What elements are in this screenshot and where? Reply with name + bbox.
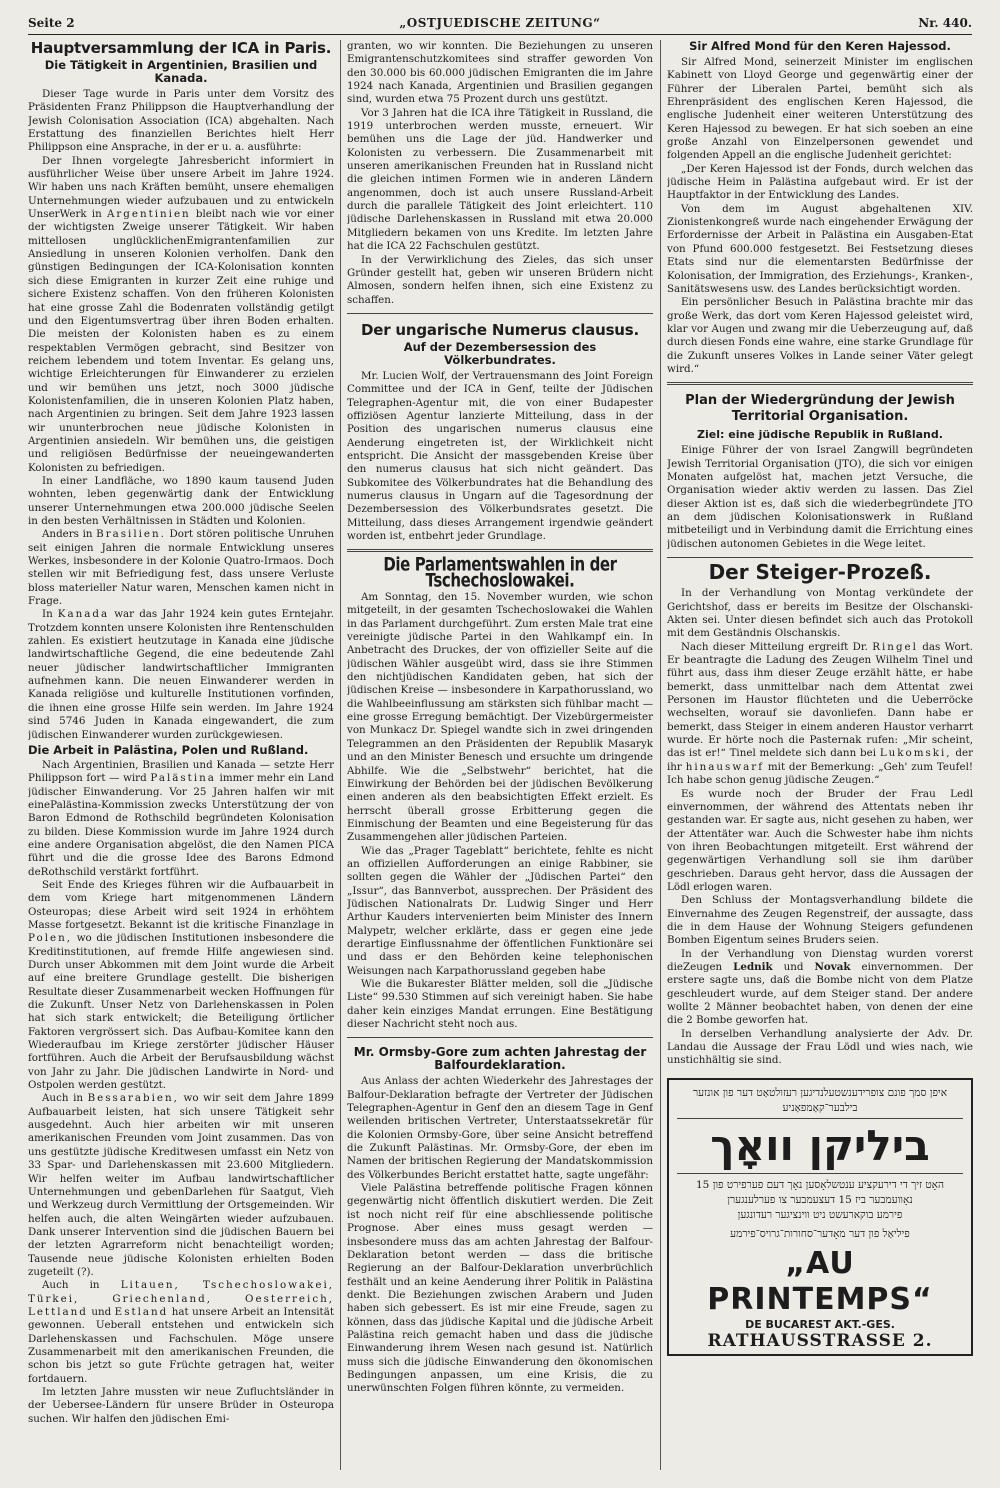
paragraph: In der Verhandlung von Montag verkündete der Gerichtshof, dass er bereits im Besitze der Olschanski-Akten sei. Unter diesen befindet sich auch das Protokoll mit dem Geständnis Olschanskis. <box>667 587 973 640</box>
paragraph: Nach Argentinien, Brasilien und Kanada — setzte Herr Philippson fort — wird Palästina immer mehr ein Land jüdischer Einwanderung. Vor 25 Jahren halfen wir mit einePalästina-Kommission zwecks Unterstützung der von Baron Edmond de Rothschild begründeten Kolonisation zu bilden. Diese Kommission wurde im Jahre 1924 durch eine andere Organisation abgelöst, die den Namen PICA führt und die die grosse Idee des Barons Edmond deRothschild verstärkt fortführt. <box>28 758 334 878</box>
paragraph: Es wurde noch der Bruder der Frau Ledl einvernommen, der während des Attentats neben ihr gestanden war. Er sagte aus, nicht gesehen zu haben, wer der Attentäter war. Auch die Schwester habe ihm nichts von ihren Beobachtungen mitgeteilt. Erst während der gegenwärtigen Verhandlung soll sie ihm darüber geschrieben. Daraus geht hervor, dass die Aussagen der Lödl erlogen waren. <box>667 787 973 893</box>
ad-headline-box <box>677 1118 963 1174</box>
paragraph: „Der Keren Hajessod ist der Fonds, durch welchen das jüdische Heim in Palästina aufgebaut wird. Er ist der Hauptfaktor in der Entwicklung des Landes. <box>667 162 973 202</box>
paragraph: In Kanada war das Jahr 1924 kein gutes Erntejahr. Trotzdem konnten unsere Kolonisten ihre Rentenschulden zahlen. Es existiert heutzutage in Kanada eine jüdische landwirtschaftliche Gegend, die eine bedeutende Zahl neuer jüdischer landwirtschaftlicher Immigranten aufnehmen kann. Die neuen Einwanderer werden in Kanada religiöse und kulturelle Institutionen vorfinden, die ihnen eine grosse Hilfe sein werden. Im Jahre 1924 sind 5746 Juden in Kanada eingewandert, die zum jüdischen Einwanderer wurden zurückgewiesen. <box>28 608 334 741</box>
paragraph: Von dem im August abgehaltenen XIV. Zionistenkongreß wurde nach eingehender Erwägung der Erfordernisse der Arbeit in Palästina ein Ausgaben-Etat von Pfund 600.000 festgesetzt. Bei Festsetzung dieses Etats sind nur die elementarsten Bedürfnisse der Kolonisation, der Immigration, des Erziehungs-, Kranken-, Sanitätswesens usw. des Landes berücksichtigt worden. <box>667 202 973 295</box>
issue-number: Nr. 440. <box>918 16 972 30</box>
ad-address: RATHAUSSTRASSE 2. <box>707 1331 933 1352</box>
paragraph: Im letzten Jahre mussten wir neue Zufluchtsländer in der Uebersee-Ländern für unsere Brüder in Osteuropa suchen. Wir halfen den jüdischen Emi- <box>28 1386 334 1425</box>
paragraph: In der Verhandlung von Dienstag wurden vorerst dieZeugen Lednik und Novak einvernommen. Der erstere sagte uns, daß die Bombe nicht von dem Platze geschleudert wurde, auf dem Steiger stand. Der andere wollte 2 Männer beobachtet haben, von denen der eine die 2 Bombe geworfen hat. <box>667 947 973 1027</box>
paragraph: Der Ihnen vorgelegte Jahresbericht informiert in ausführlicher Weise über unsere Arbeit im Jahre 1924. Wir haben uns nach Kräften bemüht, unsere ehemaligen Unternehmungen wieder aufzubauen und zu entwickeln UnserWerk in Argentinien bleibt nach wie vor einer der wichtigsten Zweige unserer Tätigkeit. Wir haben mittellosen unglücklichenEmigrantenfamilien zur Ansiedlung in unseren Kolonien verholfen. Dank den günstigen Bedingungen der ICA-Kolonisation konnten sich diese Emigranten in kurzer Zeit eine ruhige und sichere Existenz schaffen. Von den früheren Kolonisten hat eine grosse Zahl die Bodenraten vollständig getilgt und den Eigentumsvertrag über ihren Boden erhalten. Die meisten der Kolonisten haben es zu einem respektablen Vermögen gebracht, sind Besitzer von reichem lebendem und totem Inventar. Es gelang uns, wichtige Erleichterungen für Einwanderer zu erzielen und wir bemühen uns jetzt, noch 3000 jüdische Kolonistenfamilien, die in unseren Kolonien Platz haben, nach Argentinien zu bringen. Seit dem Jahre 1923 lassen wir ununterbrochen neue jüdische Kolonisten in Argentinien ansiedeln. Wir bemühen uns, die geistigen und religiösen Bedürfnisse der neueingewanderten Kolonisten zu befriedigen. <box>28 154 334 474</box>
ad-hebrew-line: האָט זיך די דירעקציע ענטשלאָסען נאָך דעם פערפירט פון 15 נאָוועמבער ביז 15 דעצעמבער צו פערלענגערן <box>695 1178 945 1206</box>
ad-hebrew-line: פיליאַל פון דער מאָדער־סחורות־גרויס־פירמע <box>730 1227 910 1240</box>
paragraph: Dieser Tage wurde in Paris unter dem Vorsitz des Präsidenten Franz Philippson die Hauptverhandlung der Jewish Colonisation Association (ICA) abgehalten. Nach Erstattung des finanziellen Berichtes hielt Herr Philippson eine Ansprache, in der er u. a. ausführte: <box>28 88 334 154</box>
advertisement-au-printemps <box>667 1078 973 1357</box>
article-title-ormsby-gore: Mr. Ormsby-Gore zum achten Jahrestag der Balfourdeklaration. <box>353 1045 647 1073</box>
ad-hebrew-line: פירמע בוקארעשט ניט ווינציגער רעדונגען <box>737 1208 903 1221</box>
paragraph: Wie die Bukarester Blätter melden, soll die „Jüdische Liste“ 99.530 Stimmen auf sich vereinigt haben. Sie habe daher kein einziges Mandat errungen. Eine Bestätigung dieser Nachricht steht noch aus. <box>347 978 653 1031</box>
divider <box>667 382 973 385</box>
paragraph: granten, wo wir konnten. Die Beziehungen zu unseren Emigrantenschutzkomitees sind straffer geworden Von den 30.000 bis 60.000 jüdischen Emigranten die im Jahre 1924 nach Kanada, Argentinien und Brasilien gegangen sind, wurden etwa 75 Prozent durch uns gestützt. <box>347 40 653 106</box>
paragraph: Auch in Bessarabien, wo wir seit dem Jahre 1899 Aufbauarbeit leisten, hat sich unsere Tätigkeit sehr ausgedehnt. Auch hier arbeiten wir mit unseren amerikanischen Freunden vom Joint zusammen. Das von uns gestützte jüdische Kreditwesen umfasst ein Netz von 33 Spar- und Darlehenskassen mit 23.600 Mitgliedern. Wir helfen weiter im Aufbau landwirtschaftlicher Unternehmungen und gebenDarlehen für Saatgut, Vieh und Werkzeug durch Vermittlung der Ortsgemeinden. Wir helfen auch, die alten Weingärten wieder aufzubauen. Dank unserer Intervention sind die jüdischen Bauern bei der letzten Agrarreform nicht benachteiligt worden; Tausende neue jüdische Kolonisten erhielten Boden zugeteilt (?). <box>28 1092 334 1278</box>
paragraph: Anders in Brasilien. Dort stören politische Unruhen seit einigen Jahren die normale Entwicklung unseres Werkes, insbesondere in der Kolonie Quatro-Irmaos. Doch stellen wir mit Befriedigung fest, dass unsere Verluste bloss materieller Natur waren, Menschen kamen nicht in Frage. <box>28 528 334 608</box>
article-title-ica: Hauptversammlung der ICA in Paris. <box>30 40 332 57</box>
article-subtitle-ica: Die Tätigkeit in Argentinien, Brasilien und Kanada. <box>44 58 318 85</box>
page-label: Seite 2 <box>28 16 75 30</box>
article-title-steiger: Der Steiger-Prozeß. <box>708 560 932 584</box>
ad-brand: „AU PRINTEMPS“ <box>707 1245 933 1317</box>
paragraph: In derselben Verhandlung analysierte der Adv. Dr. Landau die Aussage der Frau Lödl und wies nach, wie unstichhältig sie sind. <box>667 1027 973 1067</box>
ad-hebrew-line: איפן סמך פונם צופרידענשטעלנדיגען רעזולטאַט דער פון אונזער בילבער־קאַמפאַניע <box>692 1086 948 1114</box>
paragraph: Den Schluss der Montagsverhandlung bildete die Einvernahme des Zeugen Regenstreif, der aussagte, dass die in dem Hause der Wohnung Steigers gefundenen Bomben Eigentum seines Bruders seien. <box>667 894 973 947</box>
article-title-parlamentswahlen: Die Parlamentswahlen in der Tschechoslowakei. <box>383 553 617 593</box>
article-subtitle-jto: Ziel: eine jüdische Republik in Rußland. <box>697 428 943 442</box>
paragraph: Seit Ende des Krieges führen wir die Aufbauarbeit in dem vom Kriege hart mitgenommenen Ländern Osteuropas; diese Arbeit wird seit 1924 in erhöhtem Masse fortgesetzt. Bekannt ist die kritische Finanzlage in Polen, wo die jüdischen Institutionen insbesondere die Kreditinstitutionen, auf fremde Hilfe angewiesen sind. Durch unser Abkommen mit dem Joint wurde die Arbeit auf eine breitere Grundlage gestellt. Die bisherigen Resultate dieser Zusammenarbeit wecken Hoffnungen für die Zukunft. Unser Netz von Darlehenskassen in Polen hat sich stark entwickelt; die Beteiligung örtlicher Faktoren vergrössert sich. Das Aufbau-Komitee kann den Wiederaufbau im Kriege zerstörter jüdischer Häuser fortführen. Auch die Arbeit der Berufsausbildung wächst von Jahr zu Jahr. Die jüdischen Landwirte in Nord- und Ostpolen werden gestützt. <box>28 878 334 1092</box>
masthead <box>28 14 972 35</box>
column-1 <box>28 40 334 1472</box>
column-3 <box>667 40 973 1472</box>
paragraph: Ein persönlicher Besuch in Palästina brachte mir das große Werk, das dort vom Keren Hajessod geleistet wird, klar vor Augen und zwang mir die Ueberzeugung auf, daß durch diesen Fonds eine wahre, eine starke Grundlage für die Zukunft unseres Volkes in Lande seiner Väter gelegt wird.“ <box>667 296 973 375</box>
paragraph: In der Verwirklichung des Zieles, das sich unser Gründer gestellt hat, geben wir unseren Brüdern nicht Almosen, sondern helfen ihnen, sich eine Existenz zu schaffen. <box>347 253 653 306</box>
paragraph: Nach dieser Mitteilung ergreift Dr. Ringel das Wort. Er beantragte die Ladung des Zeugen Wilhelm Tinel und führt aus, dass ihm dieser Zeuge erzählt hätte, er habe bemerkt, dass unmittelbar nach dem Attentat zwei Personen im Haustor flüchteten und die Ueberröcke wechselten, worauf sie davonliefen. Dann habe er bemerkt, dass Steiger in einem anderen Haustor verharrt wurde. Er hörte noch die Pasternak rufen: „Mir scheint, das ist er!“ Tinel meldete sich dann bei Lukomski, der ihr hinauswarf mit der Bemerkung: „Geh' zum Teufel! Ich habe schon genug jüdische Zeugen.“ <box>667 640 973 787</box>
divider <box>667 557 973 558</box>
column-2 <box>347 40 653 1472</box>
paragraph: Vor 3 Jahren hat die ICA ihre Tätigkeit in Russland, die 1919 unterbrochen werden musste, erneuert. Wir bemühen uns die Lage der jüd. Handwerker und Kolonisten zu verbessern. Die Zusammenarbeit mit unseren amerikanischen Freunden hat in Russland nicht die gleichen intimen Formen wie in anderen Ländern angenommen, doch ist auch unsere Russland-Arbeit durch die parallele Tätigkeit des Joint erleichtert. 110 jüdische Darlehenskassen in Russland mit etwa 20.000 Mitgliedern bekamen von uns Kredite. Im letzten Jahre hat die ICA 22 Fachschulen gestützt. <box>347 106 653 253</box>
newspaper-name: „OSTJUEDISCHE ZEITUNG“ <box>399 16 601 30</box>
paragraph: Sir Alfred Mond, seinerzeit Minister im englischen Kabinett von Lloyd George und gegenwärtig einer der Führer der Liberalen Partei, bemüht sich als Ehrenpräsident des englischen Keren Hajessod, die englische Judenheit einer weiteren Unterstützung des Keren Hajessod zu bewegen. Er hat sich soeben an eine große Anzahl von Einzelpersonen gewendet und folgenden Appell an die englische Judenheit gerichtet: <box>667 56 973 162</box>
section-heading: Die Arbeit in Palästina, Polen und Rußland. <box>28 742 309 757</box>
paragraph: Auch in Litauen, Tschechoslowakei, Türkei, Griechenland, Oesterreich, Lettland und Estland hat unsere Arbeit an Intensität gewonnen. Ueberall entstehen und entwickeln sich Darlehenskassen und Fachschulen. Möge unsere Zusammenarbeit mit den amerikanischen Freunden, die schon bis jetzt so gute Früchte getragen hat, weiter fortdauern. <box>28 1279 334 1385</box>
paragraph: Wie das „Prager Tageblatt“ berichtete, fehlte es nicht an offiziellen Aufforderungen an einige Rabbiner, sie sollten gegen die Wähler der „Jüdischen Partei“ den „Issur“, das Bannverbot, aussprechen. Der Präsident des Jüdischen Nationalrats Dr. Ludwig Singer und Herr Arthur Kauders intervenierten beim Minister des Innern Malypetr, welcher erklärte, dass er gegen eine jede derartige Einflussnahme der öffentlichen Funktionäre sei und dass er den Behörden keine telephonischen Weisungen nach Karpathorussland gegeben habe <box>347 844 653 977</box>
article-title-numerus-clausus: Der ungarische Numerus clausus. <box>360 320 640 339</box>
article-title-alfred-mond: Sir Alfred Mond für den Keren Hajessod. <box>689 40 951 53</box>
ad-hebrew-headline: ביליקן וואָך <box>710 1120 930 1170</box>
article-subtitle-numerus-clausus: Auf der Dezembersession des Völkerbundrates. <box>403 339 597 367</box>
divider <box>347 1037 653 1038</box>
column-rule <box>660 40 661 1470</box>
divider <box>347 313 653 314</box>
paragraph: Am Sonntag, den 15. November wurden, wie schon mitgeteilt, in der gesamten Tschechoslowakei die Wahlen in das Parlament durchgeführt. Zum ersten Male trat eine vereinigte jüdische Partei in den Wahlkampf ein. In Anbetracht des Druckes, der von offizieller Seite auf die jüdischen Wähler ausgeübt wird, dass sie ihre Stimmen den nichtjüdischen Kandidaten geben, hat sich der jüdischen Kreise — insbesondere in Karpathorussland, wo die Wahlbeeinflussung am stärksten sich fühlbar macht — eine grosse Erregung bemächtigt. Der Vizebürgermeister von Munkacz Dr. Spiegel wandte sich in zwei dringenden Telegrammen an den Präsidenten der Republik Masaryk und an den Minister Benesch und ersuchte um dringende Abhilfe. Wie die „Selbstwehr“ berichtet, hat die Einwirkung der Behörden bei der jüdischen Bevölkerung einen anderen als den beabsichtigten Effekt erzielt. Es herrscht überall grosse Erbitterung gegen die Einmischung der Beamten und eine Begeisterung für das Zusammengehen aller jüdischen Parteien. <box>347 591 653 844</box>
paragraph: Viele Palästina betreffende politische Fragen können gegenwärtig nicht öffentlich diskutiert werden. Die Zeit ist noch nicht reif für eine abschliessende politische Prognose. Aber eines muss gesagt werden — insbesondere muss das am achten Jahrestag der Balfour-Deklaration betont werden — dass die britische Regierung an der Balfour-Deklaration unverbrüchlich festhält und an keine Aenderung ihrer Politik in Palästina denkt. Die Beziehungen zwischen Arabern und Juden haben sich gebessert. Es ist mir eine Freude, sagen zu können, dass das jüdische Kapital und die jüdische Arbeit Palästina reich gemacht haben und dass die jüdische Einwanderung ihrem Wesen nach gesund ist. Natürlich muss sich die jüdische Einwanderung den ökonomischen Bedingungen anpassen, um eine Krisis, die zu unerwünschten Folgen führen könnte, zu vermeiden. <box>347 1182 653 1395</box>
article-title-jto: Plan der Wiedergründung der Jewish Territorial Organisation. <box>685 393 955 425</box>
column-rule <box>340 40 341 1470</box>
paragraph: Einige Führer der von Israel Zangwill begründeten Jewish Territorial Organisation (JTO), die sich vor einigen Monaten aufgelöst hat, machen jetzt Versuche, die Organisation wieder aktiv werden zu lassen. Das Ziel dieser Aktion ist es, daß sich die wiederbegründete JTO an dem jüdischen Kolonisationswerk in Rußland mitbeteiligt und in Verbindung damit die Errichtung eines jüdischen autonomen Gebietes in die Wege leitet. <box>667 444 973 550</box>
paragraph: Aus Anlass der achten Wiederkehr des Jahrestages der Balfour-Deklaration befragte der Vertreter der Jüdischen Telegraphen-Agentur in Genf den an diesem Tage in Genf weilenden britischen Vertreter, Unterstaatssekretär für die Kolonien Ormsby-Gore, über seine Ansicht betreffend die Zukunft Palästinas. Mr. Ormsby-Gore, der eben im Namen der britischen Regierung der Mandatskommission des Völkerbundes Bericht erstattet hatte, sagte ungefähr: <box>347 1075 653 1181</box>
ad-firm: DE BUCAREST AKT.-GES. <box>745 1317 895 1331</box>
paragraph: In einer Landfläche, wo 1890 kaum tausend Juden wohnten, leben gegenwärtig dank der Entwicklung unserer Unternehmungen etwa 200.000 jüdische Seelen in den besten Verhältnissen in Städten und Kolonien. <box>28 474 334 527</box>
divider <box>347 549 653 552</box>
paragraph: Mr. Lucien Wolf, der Vertrauensmann des Joint Foreign Committee und der ICA in Genf, teilte der Jüdischen Telegraphen-Agentur mit, die von einer Budapester offiziösen Agentur lanzierte Mitteilung, dass in der Position des ungarischen numerus clausus eine Aenderung eingetreten ist, der Wirklichkeit nicht entspricht. Die Ansicht der massgebenden Kreise über den numerus clausus hat sich nicht geändert. Das Subkomitee des Völkerbundrates hat die Behandlung des numerus clausus in Ungarn auf die Tagesordnung der Dezembersession des Völkerbundsrates gesetzt. Die Mitteilung, dass dieses Arrangement irgendwie geändert worden ist, entbehrt jeder Grundlage. <box>347 369 653 542</box>
